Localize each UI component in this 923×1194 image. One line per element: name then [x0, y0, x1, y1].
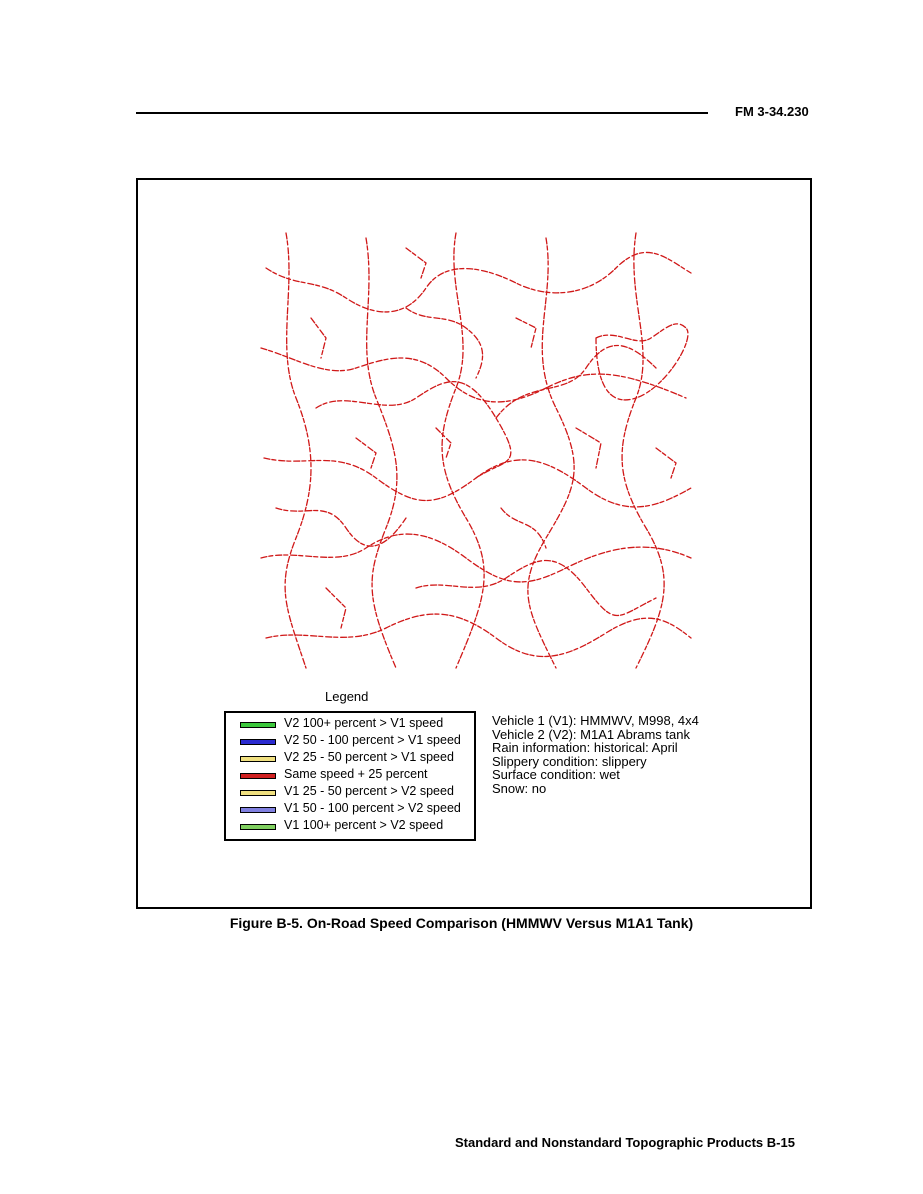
- road-segment: [366, 238, 397, 668]
- road-segment: [261, 534, 691, 582]
- road-segment: [416, 561, 656, 616]
- road-segment: [436, 428, 676, 478]
- legend-swatch: [240, 739, 276, 745]
- figure-caption: Figure B-5. On-Road Speed Comparison (HMMWV Versus M1A1 Tank): [229, 915, 694, 931]
- legend-swatch: [240, 722, 276, 728]
- legend-swatch: [240, 756, 276, 762]
- vehicle-info-line: Slippery condition: slippery: [492, 753, 647, 769]
- legend-box: [224, 711, 476, 841]
- road-segment: [596, 324, 688, 400]
- header-rule: [136, 112, 708, 114]
- vehicle-info-line: Vehicle 1 (V1): HMMWV, M998, 4x4: [492, 713, 699, 728]
- road-segment: [442, 233, 484, 668]
- document-code: FM 3-34.230: [735, 104, 809, 119]
- legend-label: V1 25 - 50 percent > V2 speed: [284, 784, 454, 798]
- road-segment: [261, 348, 686, 402]
- road-segment: [406, 308, 483, 378]
- vehicle-info-line: Surface condition: wet: [492, 767, 620, 783]
- legend-swatch: [240, 773, 276, 779]
- road-segment: [266, 252, 691, 311]
- road-segment: [285, 233, 311, 668]
- legend-label: Same speed + 25 percent: [284, 767, 428, 781]
- vehicle-info-line: Rain information: historical: April: [492, 740, 678, 756]
- road-segment: [266, 614, 691, 656]
- road-segment: [264, 458, 691, 507]
- road-segment: [528, 238, 574, 668]
- road-segment: [316, 382, 511, 478]
- vehicle-info-line: Vehicle 2 (V2): M1A1 Abrams tank: [492, 726, 690, 742]
- road-segment: [622, 233, 664, 668]
- legend-label: V1 50 - 100 percent > V2 speed: [284, 801, 461, 815]
- page-footer: Standard and Nonstandard Topographic Products B-15: [455, 1135, 795, 1150]
- vehicle-info-line: Snow: no: [492, 780, 547, 796]
- legend-label: V2 50 - 100 percent > V1 speed: [284, 733, 461, 747]
- road-segment: [326, 318, 536, 628]
- legend-label: V2 100+ percent > V1 speed: [284, 716, 444, 730]
- legend-swatch: [240, 807, 276, 813]
- road-segment: [311, 248, 546, 548]
- road-network-map: [256, 228, 696, 670]
- legend-title: Legend: [325, 689, 369, 704]
- legend-label: V1 100+ percent > V2 speed: [284, 818, 444, 832]
- vehicle-info: [492, 714, 699, 796]
- legend-label: V2 25 - 50 percent > V1 speed: [284, 750, 454, 764]
- legend-swatch: [240, 790, 276, 796]
- legend-swatch: [240, 824, 276, 830]
